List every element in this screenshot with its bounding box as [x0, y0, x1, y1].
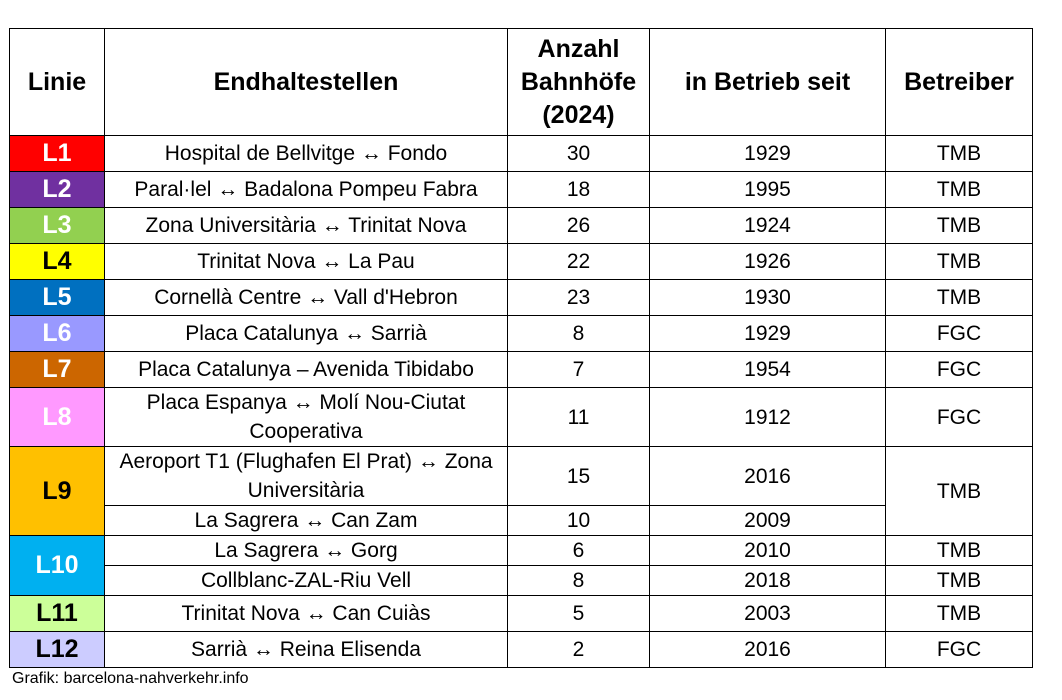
line-badge: L2 — [10, 172, 105, 208]
line-badge: L11 — [10, 596, 105, 632]
endpoints-cell: Placa Catalunya ↔ Sarrià — [105, 316, 508, 352]
operator-cell: TMB — [886, 244, 1033, 280]
endpoints-cell: Trinitat Nova ↔ Can Cuiàs — [105, 596, 508, 632]
table-row — [10, 244, 1033, 280]
since-cell: 1929 — [650, 136, 886, 172]
table-row — [10, 566, 1033, 596]
since-cell: 2003 — [650, 596, 886, 632]
table-row — [10, 447, 1033, 506]
table-row — [10, 136, 1033, 172]
table-row — [10, 352, 1033, 388]
stations-cell: 7 — [508, 352, 650, 388]
stations-cell: 8 — [508, 566, 650, 596]
metro-lines-table — [9, 28, 1033, 668]
operator-cell: TMB — [886, 536, 1033, 566]
line-badge: L9 — [10, 447, 105, 536]
since-cell: 1912 — [650, 388, 886, 447]
operator-cell: TMB — [886, 596, 1033, 632]
operator-cell: TMB — [886, 447, 1033, 536]
stations-cell: 11 — [508, 388, 650, 447]
line-badge: L10 — [10, 536, 105, 596]
credit-text: Grafik: barcelona-nahverkehr.info — [12, 670, 249, 687]
line-badge: L7 — [10, 352, 105, 388]
since-cell: 1926 — [650, 244, 886, 280]
since-cell: 2018 — [650, 566, 886, 596]
endpoints-cell: Collblanc-ZAL-Riu Vell — [105, 566, 508, 596]
operator-cell: TMB — [886, 172, 1033, 208]
table-row — [10, 388, 1033, 447]
table-row — [10, 280, 1033, 316]
stations-cell: 15 — [508, 447, 650, 506]
line-badge: L1 — [10, 136, 105, 172]
stations-cell: 5 — [508, 596, 650, 632]
operator-cell: TMB — [886, 566, 1033, 596]
header-since: in Betrieb seit — [650, 29, 886, 136]
stations-cell: 26 — [508, 208, 650, 244]
since-cell: 1929 — [650, 316, 886, 352]
since-cell: 1930 — [650, 280, 886, 316]
endpoints-cell: Placa Espanya ↔ Molí Nou-Ciutat Cooperativa — [105, 388, 508, 447]
stations-cell: 22 — [508, 244, 650, 280]
operator-cell: FGC — [886, 388, 1033, 447]
table-row — [10, 172, 1033, 208]
stations-cell: 18 — [508, 172, 650, 208]
stations-cell: 2 — [508, 632, 650, 668]
stations-cell: 30 — [508, 136, 650, 172]
header-line: Linie — [10, 29, 105, 136]
table-row — [10, 208, 1033, 244]
operator-cell: TMB — [886, 136, 1033, 172]
line-badge: L8 — [10, 388, 105, 447]
endpoints-cell: Hospital de Bellvitge ↔ Fondo — [105, 136, 508, 172]
operator-cell: FGC — [886, 352, 1033, 388]
header-stations: Anzahl Bahnhöfe (2024) — [508, 29, 650, 136]
endpoints-cell: La Sagrera ↔ Can Zam — [105, 506, 508, 536]
line-badge: L3 — [10, 208, 105, 244]
endpoints-cell: Placa Catalunya – Avenida Tibidabo — [105, 352, 508, 388]
since-cell: 1995 — [650, 172, 886, 208]
line-badge: L4 — [10, 244, 105, 280]
header-row — [10, 29, 1033, 136]
operator-cell: FGC — [886, 632, 1033, 668]
header-operator: Betreiber — [886, 29, 1033, 136]
since-cell: 2010 — [650, 536, 886, 566]
endpoints-cell: La Sagrera ↔ Gorg — [105, 536, 508, 566]
stations-cell: 8 — [508, 316, 650, 352]
operator-cell: FGC — [886, 316, 1033, 352]
line-badge: L6 — [10, 316, 105, 352]
operator-cell: TMB — [886, 208, 1033, 244]
since-cell: 2009 — [650, 506, 886, 536]
table-row — [10, 596, 1033, 632]
operator-cell: TMB — [886, 280, 1033, 316]
line-badge: L12 — [10, 632, 105, 668]
table-row — [10, 632, 1033, 668]
endpoints-cell: Sarrià ↔ Reina Elisenda — [105, 632, 508, 668]
stations-cell: 10 — [508, 506, 650, 536]
table-row — [10, 316, 1033, 352]
since-cell: 1954 — [650, 352, 886, 388]
table-row — [10, 536, 1033, 566]
endpoints-cell: Zona Universitària ↔ Trinitat Nova — [105, 208, 508, 244]
stations-cell: 6 — [508, 536, 650, 566]
since-cell: 2016 — [650, 632, 886, 668]
table-row — [10, 506, 1033, 536]
header-endpoints: Endhaltestellen — [105, 29, 508, 136]
since-cell: 1924 — [650, 208, 886, 244]
endpoints-cell: Trinitat Nova ↔ La Pau — [105, 244, 508, 280]
endpoints-cell: Aeroport T1 (Flughafen El Prat) ↔ Zona Universitària — [105, 447, 508, 506]
since-cell: 2016 — [650, 447, 886, 506]
endpoints-cell: Cornellà Centre ↔ Vall d'Hebron — [105, 280, 508, 316]
line-badge: L5 — [10, 280, 105, 316]
endpoints-cell: Paral·lel ↔ Badalona Pompeu Fabra — [105, 172, 508, 208]
stations-cell: 23 — [508, 280, 650, 316]
